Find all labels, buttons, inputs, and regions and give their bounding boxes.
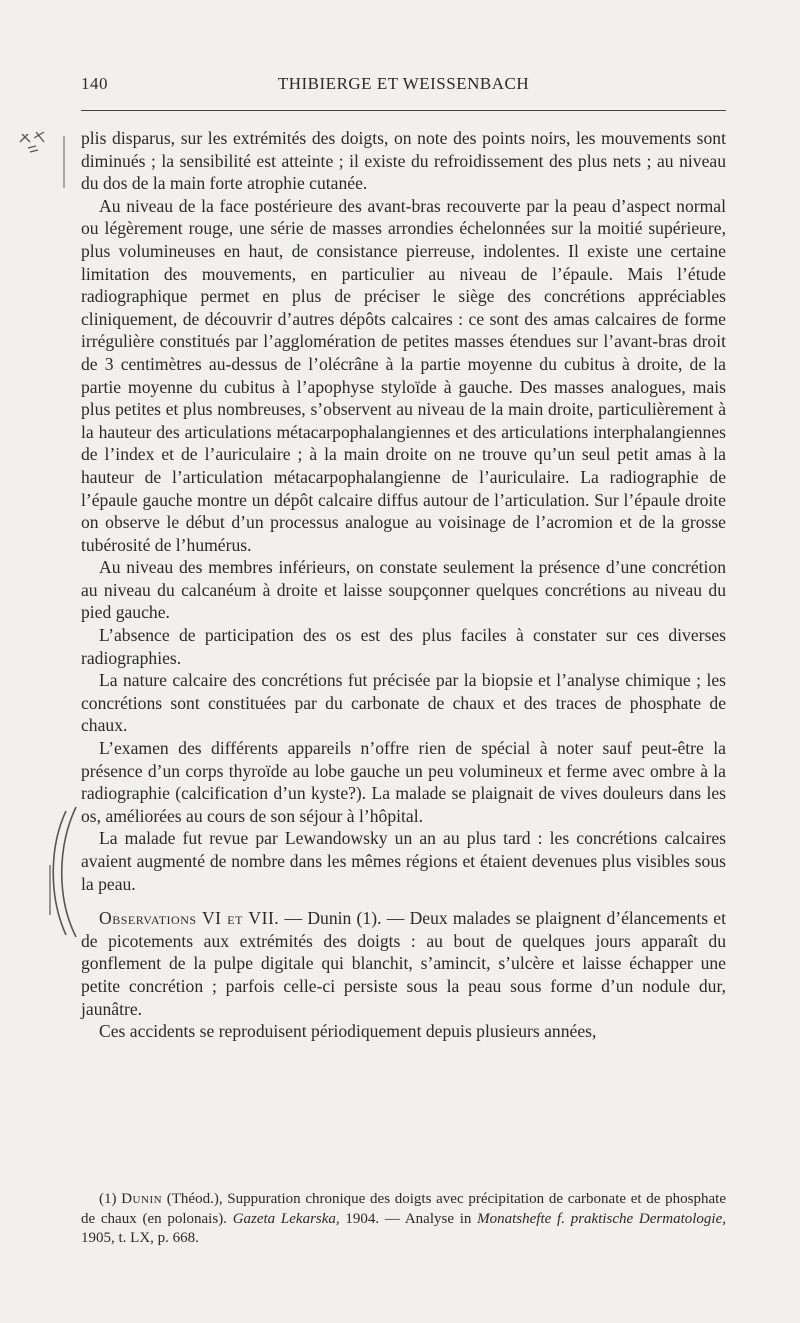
footnote-marker: (1)	[99, 1191, 122, 1207]
footnotes	[81, 1190, 726, 1249]
body-text	[81, 127, 726, 1043]
footnote-journal-2: Monatshefte f. praktische Dermatologie,	[477, 1210, 726, 1227]
paragraph-1: plis disparus, sur les extrémités des doigts, on note des points noirs, les mouvements sont diminués ; la sensibilité est atteinte ; il existe du refroidissement des plus nets ; au niveau du dos de la main forte atrophie cutanée.	[81, 128, 726, 194]
footnote-journal-1: Gazeta Lekarska,	[232, 1210, 340, 1227]
paragraph-4: L’absence de participation des os est des plus faciles à constater sur ces diverses radiographies.	[81, 625, 726, 668]
margin-scribble-top	[14, 128, 70, 196]
footnote-text-1: (Théod.), Suppuration chronique des doigts avec précipitation de carbonate et de phosphate de chaux (en polonais).	[81, 1191, 726, 1227]
margin-bracket-mark	[36, 805, 86, 940]
paragraph-7: La malade fut revue par Lewandowsky un an au plus tard : les concrétions calcaires avaient augmenté de nombre dans les mêmes régions et étaient devenues plus visibles sous la peau.	[81, 828, 726, 894]
paragraph-5: La nature calcaire des concrétions fut précisée par la biopsie et l’analyse chimique ; les concrétions sont constituées par du carbonate de chaux et des traces de phosphate de chaux.	[81, 670, 726, 736]
paragraph-observations	[81, 907, 726, 1020]
footnote-text-2: 1904. — Analyse in	[339, 1210, 478, 1227]
footnote-text-3: 1905, t. LX, p. 668.	[81, 1230, 199, 1246]
paragraph-3: Au niveau des membres inférieurs, on constate seulement la présence d’une concrétion au niveau du calcanéum à droite et laisse soupçonner quelques concrétions au niveau du pied gauche.	[81, 557, 726, 623]
paragraph-6: L’examen des différents appareils n’offre rien de spécial à noter sauf peut-être la présence d’un corps thyroïde au lobe gauche un peu volumineux et ferme avec ombre à la radiographie (calcification d’un kyste?). La malade se plaignait de vives douleurs dans les os, améliorées au cours de son séjour à l’hôpital.	[81, 738, 726, 826]
page-header	[81, 74, 726, 104]
running-title: THIBIERGE ET WEISSENBACH	[277, 74, 530, 93]
observations-text: — Dunin (1). — Deux malades se plaignent d’élancements et de picotements aux extrémités des doigts : au bout de quelques jours apparaît du gonflement de la pulpe digitale qui blanchit, s’amincit, s’ulcère et laisse échapper une petite concrétion ; parfois celle-ci persiste sous la peau sous forme d’un nodule dur, jaunâtre.	[81, 908, 726, 1019]
footnote-1	[81, 1190, 726, 1249]
header-rule	[81, 110, 726, 111]
paragraph-9: Ces accidents se reproduisent périodiquement depuis plusieurs années,	[99, 1021, 597, 1042]
paragraph-2: Au niveau de la face postérieure des avant-bras recouverte par la peau d’aspect normal ou légèrement rouge, une série de masses arrondies échelonnées sur la moitié supérieure, plus volumineuses en haut, de consistance pierreuse, indolentes. Il existe une certaine limitation des mouvements, en particulier au niveau de l’épaule. Mais l’étude radiographique permet en plus de préciser le siège des concrétions appréciables cliniquement, de découvrir d’autres dépôts calcaires : ce sont des amas calcaires de forme irrégulière constitués par l’agglomération de petites masses étendues sur l’avant-bras droit de 3 centimètres au-dessus de l’olécrâne à la partie moyenne du cubitus à droite, de la partie moyenne du cubitus à l’apophyse styloïde à gauche. Des masses analogues, mais plus petites et plus nombreuses, s’observent au niveau de la main droite, particulièrement à la hauteur des articulations métacarpophalangiennes et des articulations interphalangiennes de l’index et de l’auriculaire ; à la main droite on ne trouve qu’un seul petit amas à la hauteur de l’articulation métacarpophalangienne de l’auriculaire. La radiographie de l’épaule gauche montre un dépôt calcaire diffus autour de l’articulation. Sur l’épaule droite on observe le début d’un processus analogue au voisinage de l’acromion et de la grosse tubérosité de l’humérus.	[81, 195, 726, 555]
page-number: 140	[81, 74, 108, 93]
page	[81, 74, 726, 1246]
footnote-author: Dunin	[121, 1191, 163, 1207]
observations-heading: Observations VI et VII.	[99, 908, 280, 929]
